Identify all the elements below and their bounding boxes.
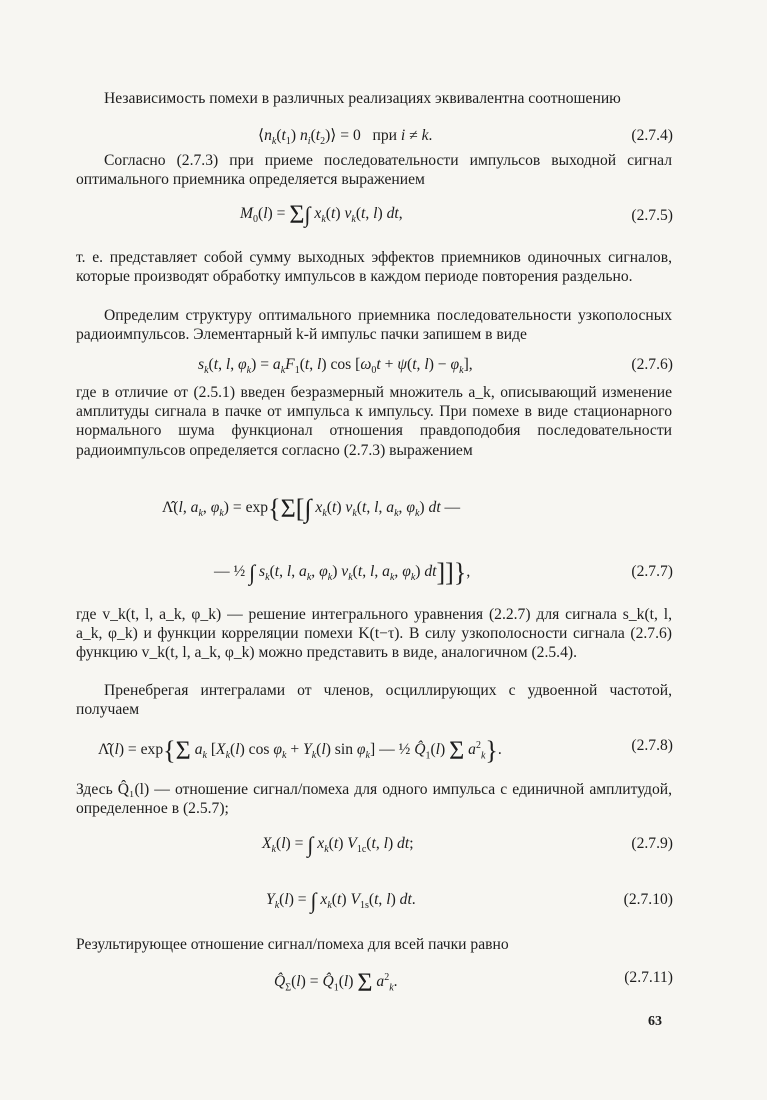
- equation-2-7-10: $Y_k(l)$ = ∫ $x_k(t)$ $V_{1s}(t$, l) dt.: [266, 888, 416, 913]
- equation-2-7-4: $⟨n_k(t_1)$ $n_i(t_2)⟩ = 0$ при i ≠ k.: [258, 127, 433, 148]
- paragraph-9: Результирующее отношение сигнал/помеха для всей пачки равно: [76, 936, 509, 953]
- paragraph-1: Независимость помехи в различных реализациях эквивалентна соотношению: [104, 90, 621, 107]
- equation-number-2-7-9: (2.7.9): [631, 835, 673, 852]
- equation-number-2-7-6: (2.7.6): [631, 356, 673, 373]
- paragraph-3: т. е. представляет собой сумму выходных эффектов приемников одиночных сигналов, которые производят обработку импульсов в каждом периоде повторения раздельно.: [76, 249, 672, 286]
- equation-2-7-8: Λ̂(l) = exp{Σ $a_k$ [$X_k(l)$ $\cos \varphi_k + Y_k(l)$ $\sin \varphi_k$] — ½ $Q̂_1(l)$ Σ $a^2_k$}.: [98, 736, 502, 766]
- equation-number-2-7-4: (2.7.4): [631, 127, 673, 144]
- paragraph-7: Пренебрегая интегралами от членов, осциллирующих с удвоенной частотой, получаем: [76, 682, 672, 719]
- equation-number-2-7-7: (2.7.7): [631, 563, 673, 580]
- equation-number-2-7-8: (2.7.8): [631, 737, 673, 754]
- paragraph-6: где v_k(t, l, a_k, φ_k) — решение интегрального уравнения (2.2.7) для сигнала s_k(t, l, a_k, φ_k) и функции корреляции помехи K(t−τ). В силу узкополосности сигнала (2.7.6) функцию v_k(t, l, a_k, φ_k) можно представить в виде, аналогичном (2.5.4).: [76, 606, 672, 662]
- page-number: 63: [648, 1014, 662, 1029]
- equation-2-7-7-line-2: — ½ ∫ $s_k(t$, l, $a_k$, $\varphi_k$) $v_k(t$, l, $a_k$, $\varphi_k$) dt]]},: [214, 558, 471, 587]
- paragraph-2: Согласно (2.7.3) при приеме последовательности импульсов выходной сигнал оптимального приемника определяется выражением: [76, 152, 672, 189]
- equation-2-7-9: $X_k(l)$ = ∫ $x_k(t)$ $V_{1c}(t$, l) dt;: [262, 832, 414, 857]
- equation-2-7-5: $M_0(l) = \Sigma\int$ $x_k(t)$ $v_k(t$, l) dt,: [240, 200, 403, 229]
- equation-2-7-11: $Q̂_\Sigma(l)$ = $Q̂_1(l)$ Σ $a^2_k$.: [274, 968, 398, 998]
- equation-number-2-7-11: (2.7.11): [624, 969, 673, 986]
- equation-number-2-7-10: (2.7.10): [623, 891, 673, 908]
- equation-number-2-7-5: (2.7.5): [631, 207, 673, 224]
- paragraph-5: где в отличие от (2.5.1) введен безразмерный множитель a_k, описывающий изменение амплитуды сигнала в пачке от импульса к импульсу. При помехе в виде стационарного нормального шума функционал отношения правдоподобия последовательности радиоимпульсов определяется согласно (2.7.3) выражением: [76, 384, 672, 459]
- equation-2-7-6: $s_k(t$, l, $\varphi_k) = a_kF_1(t$, l) $\cos [\omega_0t + \psi(t$, $l) - \varphi_k$],: [198, 356, 473, 377]
- paragraph-8: Здесь Q̂₁(l) — отношение сигнал/помеха для одного импульса с единичной амплитудой, определенное в (2.5.7);: [76, 781, 672, 818]
- paragraph-4: Определим структуру оптимального приемника последовательности узкополосных радиоимпульсов. Элементарный k-й импульс пачки запишем в виде: [76, 307, 672, 344]
- equation-2-7-7-line-1: Λ̂(l, $a_k$, $\varphi_k) = \exp\{\Sigma[\int$ $x_k(t)$ $v_k(t$, l, $a_k$, $\varphi_k$) dt —: [162, 494, 461, 523]
